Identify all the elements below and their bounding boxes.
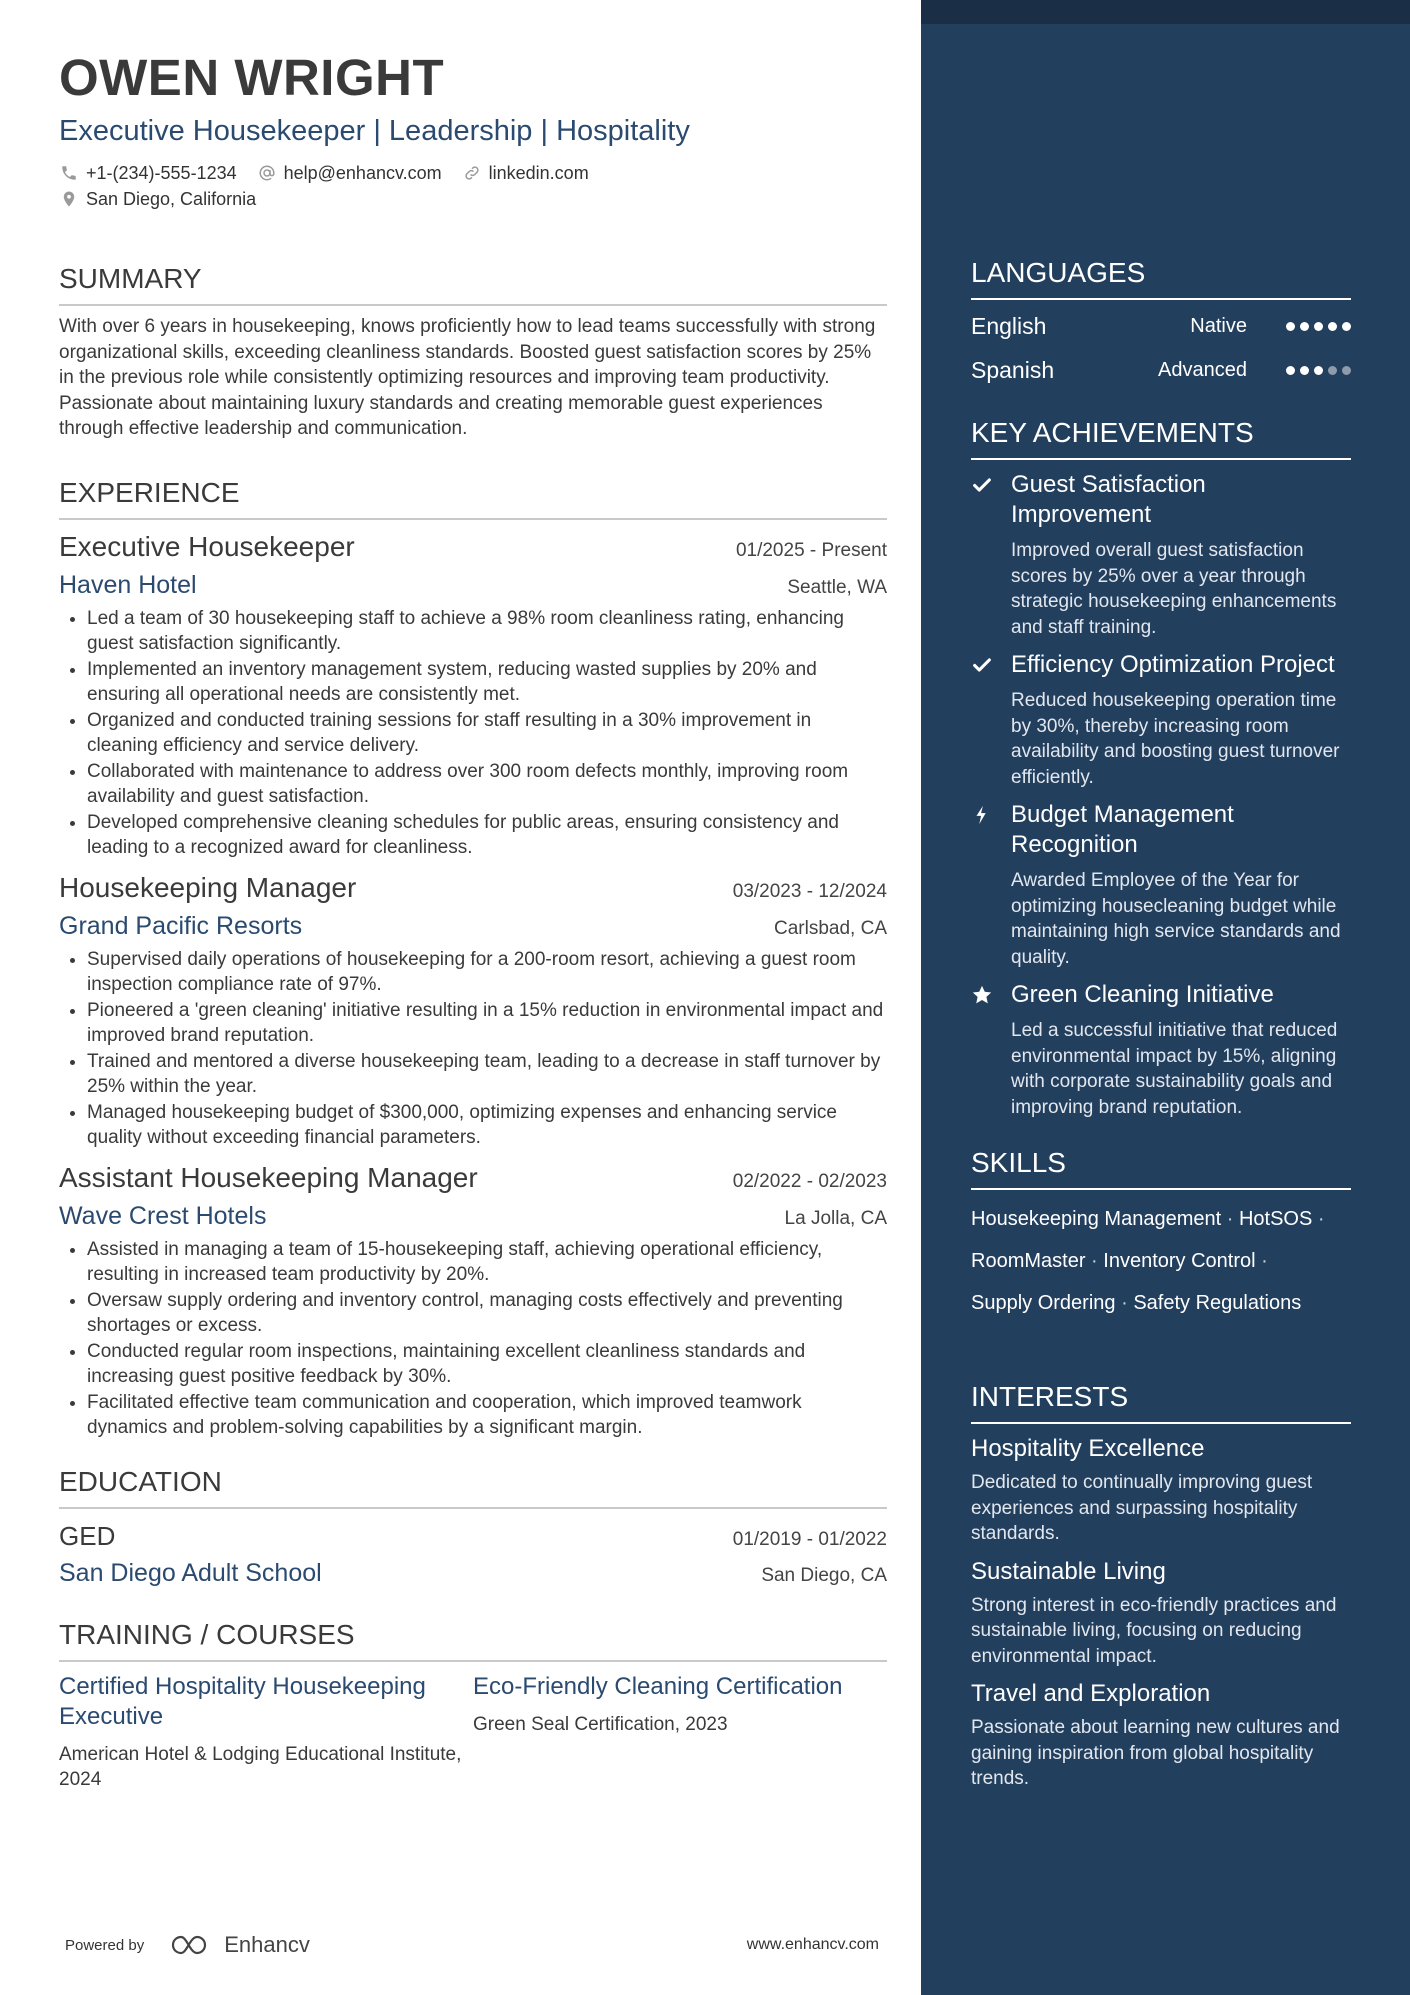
rating-dot: [1300, 366, 1309, 375]
job-entry: [59, 530, 887, 861]
achievement-desc: Led a successful initiative that reduced environmental impact by 15%, aligning with corporate sustainability goals and improving brand reputation.: [1011, 1020, 1338, 1118]
job-location: La Jolla, CA: [784, 1207, 887, 1229]
contact-location: [59, 188, 256, 210]
language-item: [971, 352, 1351, 388]
rating-dot: [1328, 322, 1337, 331]
education-degree: GED: [59, 1520, 116, 1551]
enhancv-logo-icon: [170, 1933, 216, 1957]
job-bullet: • Organized and conducted training sessions for staff resulting in a 30% improvement in cleaning efficiency and service delivery.: [87, 708, 887, 759]
job-bullet: • Led a team of 30 housekeeping staff to achieve a 98% room cleanliness rating, enhancing guest satisfaction significantly.: [87, 606, 887, 657]
rating-dot: [1342, 366, 1351, 375]
skill-item: Housekeeping Management: [971, 1208, 1222, 1230]
language-rating: [1281, 366, 1351, 375]
training-name: Eco-Friendly Cleaning Certification: [473, 1672, 843, 1700]
job-role: Executive Housekeeper: [59, 530, 355, 562]
achievement-item: [971, 800, 1351, 970]
job-bullet: • Managed housekeeping budget of $300,000, optimizing expenses and enhancing service quality without exceeding financial parameters.: [87, 1100, 887, 1151]
job-entry: [59, 1161, 887, 1441]
skill-item: Supply Ordering: [971, 1292, 1116, 1314]
skill-item: HotSOS: [1238, 1208, 1313, 1230]
location-text: San Diego, California: [86, 189, 257, 209]
job-bullet: • Facilitated effective team communication and cooperation, which improved teamwork dynamics and problem-solving capabilities by a significant margin.: [87, 1390, 887, 1441]
rating-dot: [1300, 322, 1309, 331]
candidate-name: OWEN WRIGHT: [59, 49, 445, 106]
brand-logo[interactable]: [170, 1932, 310, 1958]
job-bullet: • Conducted regular room inspections, maintaining excellent cleanliness standards and increasing guest positive feedback by 30%.: [87, 1339, 887, 1390]
training-name: Certified Hospitality Housekeeping Executive: [59, 1672, 426, 1730]
interest-item: [971, 1434, 1351, 1547]
job-bullet: • Oversaw supply ordering and inventory control, managing costs effectively and preventing shortages or excess.: [87, 1288, 887, 1339]
skill-item: Inventory Control: [1103, 1250, 1256, 1272]
link-icon: [462, 163, 482, 183]
achievements-title: KEY ACHIEVEMENTS: [971, 416, 1351, 460]
job-company: Grand Pacific Resorts: [59, 911, 303, 940]
interest-item: [971, 1679, 1351, 1792]
rating-dot: [1286, 322, 1295, 331]
job-bullet: • Collaborated with maintenance to address over 300 room defects monthly, improving room availability and guest satisfaction.: [87, 759, 887, 810]
education-dates: 01/2019 - 01/2022: [732, 1528, 887, 1550]
job-bullet: • Developed comprehensive cleaning schedules for public areas, ensuring consistency and leading to a recognized award for cleanliness.: [87, 810, 887, 861]
language-name: Spanish: [971, 356, 1055, 383]
job-company: Haven Hotel: [59, 570, 197, 599]
education-school: San Diego Adult School: [59, 1558, 322, 1587]
interest-name: Travel and Exploration: [971, 1680, 1211, 1707]
achievement-item: [971, 980, 1351, 1120]
rating-dot: [1314, 322, 1323, 331]
interest-desc: Dedicated to continually improving guest experiences and surpassing hospitality standards.: [971, 1472, 1313, 1544]
interests-title: INTERESTS: [971, 1380, 1351, 1424]
footer-url[interactable]: www.enhancv.com: [746, 1936, 879, 1953]
contact-phone[interactable]: [59, 162, 237, 184]
language-name: English: [971, 312, 1047, 339]
linkedin-text: linkedin.com: [488, 163, 589, 183]
achievement-desc: Awarded Employee of the Year for optimizing housecleaning budget while maintaining high service standards and quality.: [1011, 870, 1341, 968]
summary-text: With over 6 years in housekeeping, knows proficiently how to lead teams successfully with strong organizational skills, exceeding cleanliness standards. Boosted guest satisfaction scores by 25% in the previous role while consistently optimizing resources and improving team productivity. Passionate about maintaining luxury standards and creating memorable guest experiences through effective leadership and communication.: [59, 316, 876, 439]
job-dates: 02/2022 - 02/2023: [732, 1170, 887, 1192]
job-location: Carlsbad, CA: [774, 917, 887, 939]
language-item: [971, 308, 1351, 344]
powered-by-text: Powered by: [65, 1936, 145, 1954]
job-role: Assistant Housekeeping Manager: [59, 1161, 478, 1193]
sidebar-top-bar: [921, 0, 1410, 24]
job-bullet: • Trained and mentored a diverse housekeeping team, leading to a decrease in staff turnover by 25% within the year.: [87, 1049, 887, 1100]
job-bullets: [59, 947, 887, 1151]
location-pin-icon: [59, 189, 79, 209]
job-bullet: • Implemented an inventory management system, reducing wasted supplies by 20% and ensuring all operational needs are consistently met.: [87, 657, 887, 708]
job-dates: 03/2023 - 12/2024: [732, 880, 887, 902]
check-icon: [971, 650, 1011, 790]
job-bullets: [59, 606, 887, 861]
achievement-name: Green Cleaning Initiative: [1011, 981, 1274, 1008]
rating-dot: [1286, 366, 1295, 375]
job-bullet: • Assisted in managing a team of 15-housekeeping staff, achieving operational efficiency, resulting in increased team productivity by 20%.: [87, 1237, 887, 1288]
contact-email[interactable]: [257, 162, 442, 184]
training-item: [59, 1672, 473, 1792]
interest-name: Sustainable Living: [971, 1557, 1166, 1585]
star-icon: [971, 980, 1011, 1120]
achievement-name: Guest Satisfaction Improvement: [1011, 471, 1206, 528]
job-bullets: [59, 1237, 887, 1441]
check-icon: [971, 470, 1011, 640]
experience-title: EXPERIENCE: [59, 476, 887, 520]
achievement-desc: Reduced housekeeping operation time by 30%, thereby increasing room availability and boosting guest turnover efficiently.: [1011, 690, 1340, 788]
job-dates: 01/2025 - Present: [735, 539, 887, 561]
education-location: San Diego, CA: [761, 1564, 887, 1586]
footer: [65, 1932, 879, 1958]
bolt-icon: [971, 800, 1011, 970]
training-desc: American Hotel & Lodging Educational Institute, 2024: [59, 1743, 462, 1790]
sidebar: [921, 0, 1410, 1995]
email-text: help@enhancv.com: [283, 163, 442, 183]
candidate-tagline: Executive Housekeeper | Leadership | Hospitality: [59, 115, 690, 147]
at-icon: [257, 163, 277, 183]
job-bullet: • Pioneered a 'green cleaning' initiative resulting in a 15% reduction in environmental impact and improved brand reputation.: [87, 998, 887, 1049]
brand-name: Enhancv: [224, 1932, 310, 1957]
achievement-item: [971, 650, 1351, 790]
training-item: [473, 1672, 887, 1792]
skills-list: Housekeeping Management · HotSOS · RoomMaster · Inventory Control · Supply Ordering · Safety Regulations: [971, 1208, 1325, 1314]
rating-dot: [1342, 322, 1351, 331]
summary-title: SUMMARY: [59, 262, 887, 306]
skills-title: SKILLS: [971, 1146, 1351, 1190]
training-desc: Green Seal Certification, 2023: [473, 1713, 728, 1735]
contact-row: [59, 162, 887, 184]
language-rating: [1281, 322, 1351, 331]
contact-linkedin[interactable]: [462, 162, 589, 184]
achievement-item: [971, 470, 1351, 640]
phone-icon: [59, 163, 79, 183]
education-title: EDUCATION: [59, 1465, 887, 1509]
education-entry: [59, 1521, 887, 1588]
achievement-name: Efficiency Optimization Project: [1011, 651, 1335, 678]
job-company: Wave Crest Hotels: [59, 1201, 267, 1230]
skill-item: Safety Regulations: [1133, 1292, 1302, 1314]
contact-row-2: [59, 188, 887, 210]
rating-dot: [1328, 366, 1337, 375]
interest-name: Hospitality Excellence: [971, 1435, 1205, 1462]
training-title: TRAINING / COURSES: [59, 1618, 887, 1662]
job-role: Housekeeping Manager: [59, 871, 357, 903]
job-bullet: • Supervised daily operations of housekeeping for a 200-room resort, achieving a guest room inspection compliance rate of 97%.: [87, 947, 887, 998]
interest-desc: Passionate about learning new cultures and gaining inspiration from global hospitality trends.: [971, 1717, 1340, 1789]
achievement-desc: Improved overall guest satisfaction scores by 25% over a year through strategic housekeeping enhancements and staff training.: [1011, 540, 1337, 638]
training-list: [59, 1672, 887, 1792]
job-entry: [59, 871, 887, 1151]
achievement-name: Budget Management Recognition: [1011, 801, 1234, 858]
job-location: Seattle, WA: [787, 576, 887, 598]
phone-text: +1-(234)-555-1234: [86, 163, 237, 183]
languages-title: LANGUAGES: [971, 256, 1351, 300]
language-level: Advanced: [1158, 358, 1247, 381]
interest-item: [971, 1557, 1351, 1670]
skill-item: RoomMaster: [971, 1250, 1086, 1272]
interest-desc: Strong interest in eco-friendly practices and sustainable living, focusing on reducing environmental impact.: [971, 1594, 1337, 1667]
rating-dot: [1314, 366, 1323, 375]
language-level: Native: [1190, 314, 1247, 337]
